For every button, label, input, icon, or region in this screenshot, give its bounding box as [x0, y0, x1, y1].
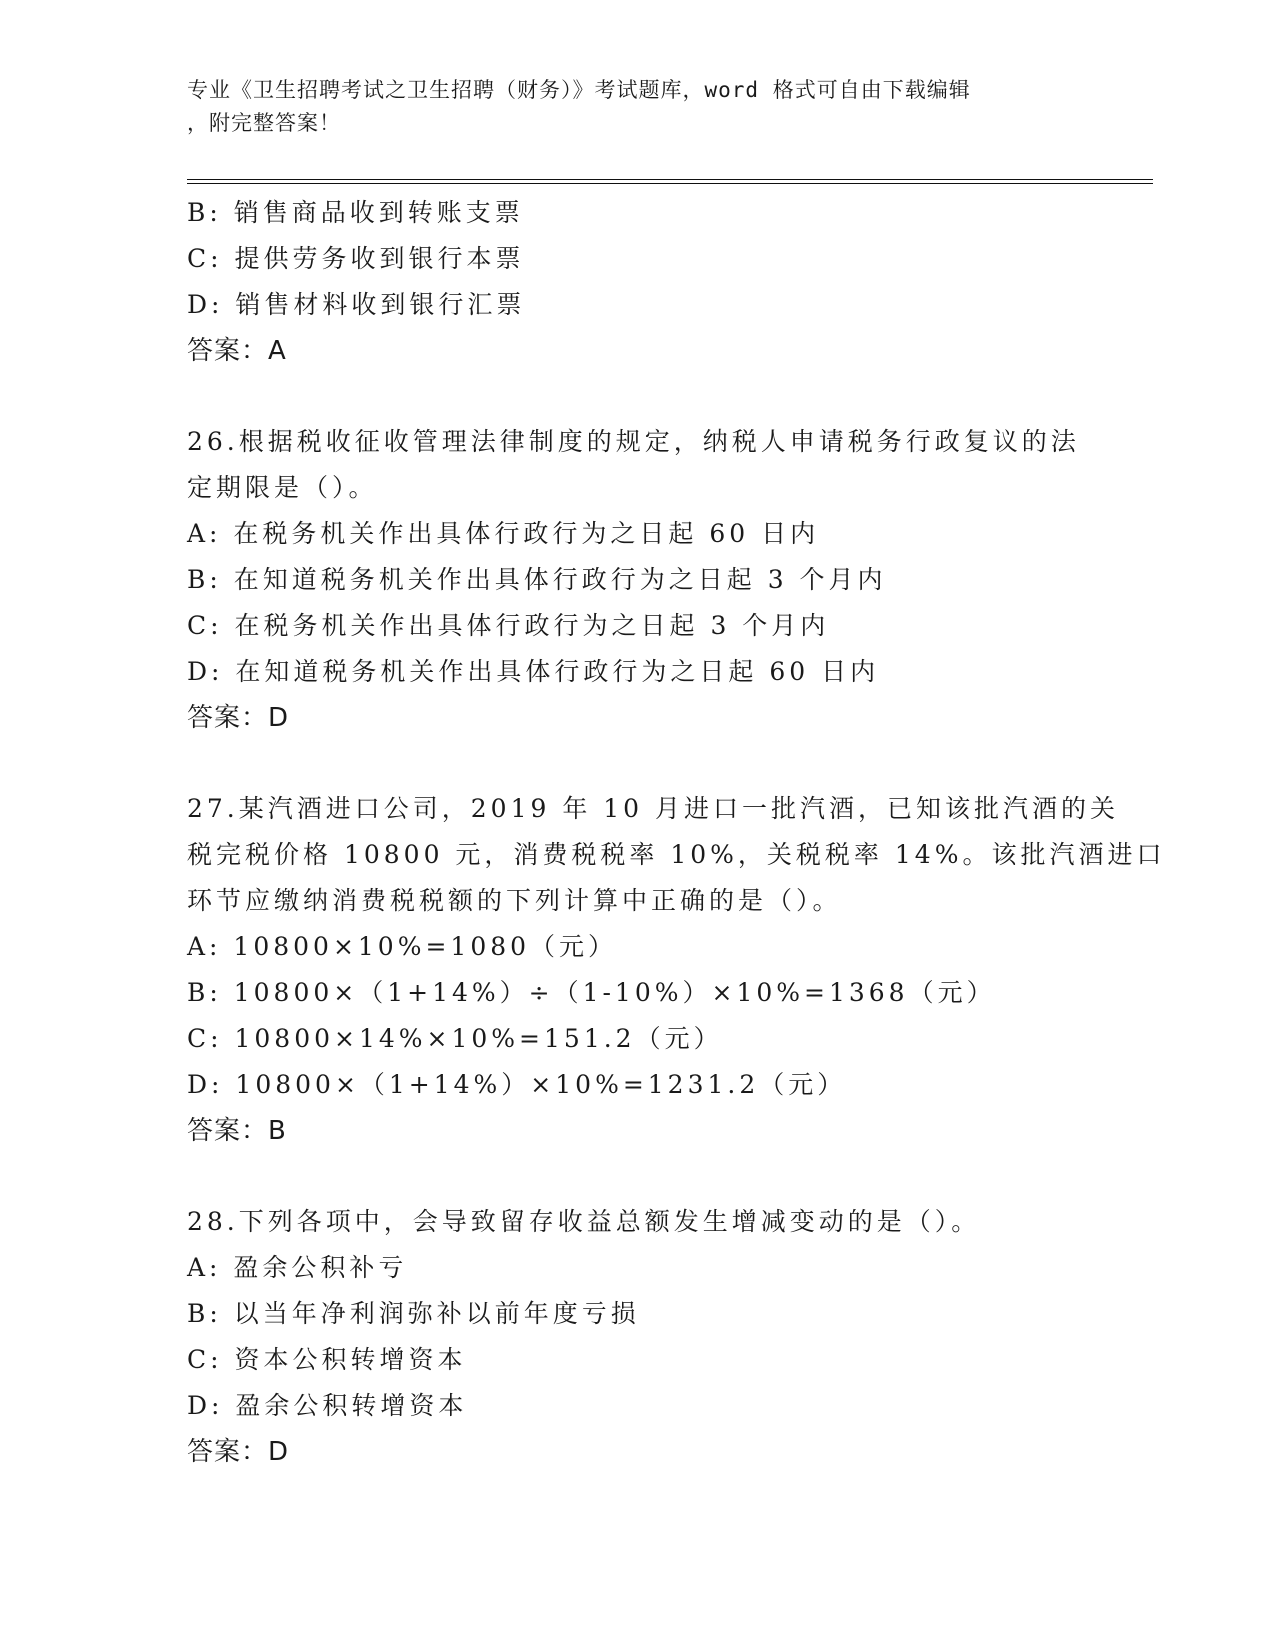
- question-28: [187, 1199, 1087, 1475]
- spacer: [187, 1154, 1087, 1199]
- answer-line: 答案：B: [187, 1116, 287, 1146]
- question-stem: 26.根据税收征收管理法律制度的规定，纳税人申请税务行政复议的法: [187, 427, 1080, 456]
- answer-line: 答案：A: [187, 336, 287, 366]
- option-d: D: 盈余公积转增资本: [187, 1391, 468, 1420]
- option-d: D: 销售材料收到银行汇票: [187, 290, 526, 319]
- answer-line: 答案：D: [187, 703, 290, 733]
- header-divider-bottom: [187, 183, 1153, 184]
- option-b: B: 销售商品收到转账支票: [187, 198, 524, 227]
- question-list: [187, 190, 1166, 1475]
- answer-line: 答案：D: [187, 1437, 290, 1467]
- header-divider-top: [187, 179, 1153, 180]
- option-a: A: 盈余公积补亏: [187, 1253, 408, 1282]
- header-line-2: ，附完整答案！: [187, 111, 341, 135]
- question-stem: 环节应缴纳消费税税额的下列计算中正确的是（）。: [187, 886, 842, 915]
- question-26: [187, 419, 1087, 741]
- option-a: A: 在税务机关作出具体行政行为之日起 60 日内: [187, 519, 820, 548]
- option-b: B: 以当年净利润弥补以前年度亏损: [187, 1299, 640, 1328]
- option-c: C: 资本公积转增资本: [187, 1345, 467, 1374]
- option-c: C: 10800×14%×10%=151.2（元）: [187, 1024, 723, 1053]
- question-stem: 定期限是（）。: [187, 473, 378, 502]
- header-line-1: 专业《卫生招聘考试之卫生招聘（财务）》考试题库，word 格式可自由下载编辑: [187, 78, 971, 102]
- question-25-tail: [187, 190, 1087, 374]
- question-stem: 28.下列各项中，会导致留存收益总额发生增减变动的是（）。: [187, 1207, 981, 1236]
- question-stem: 27.某汽酒进口公司，2019 年 10 月进口一批汽酒，已知该批汽酒的关: [187, 794, 1120, 823]
- spacer: [187, 741, 1087, 786]
- spacer: [187, 374, 1087, 419]
- option-d: D: 在知道税务机关作出具体行政行为之日起 60 日内: [187, 657, 880, 686]
- question-27: [187, 786, 1166, 1154]
- option-b: B: 10800×（1+14%）÷（1-10%）×10%=1368（元）: [187, 978, 996, 1007]
- option-d: D: 10800×（1+14%）×10%=1231.2（元）: [187, 1070, 847, 1099]
- option-c: C: 在税务机关作出具体行政行为之日起 3 个月内: [187, 611, 830, 640]
- question-stem: 税完税价格 10800 元，消费税税率 10%，关税税率 14%。该批汽酒进口: [187, 840, 1166, 869]
- option-a: A: 10800×10%=1080（元）: [187, 932, 618, 961]
- option-b: B: 在知道税务机关作出具体行政行为之日起 3 个月内: [187, 565, 887, 594]
- document-header: [187, 74, 1067, 140]
- option-c: C: 提供劳务收到银行本票: [187, 244, 525, 273]
